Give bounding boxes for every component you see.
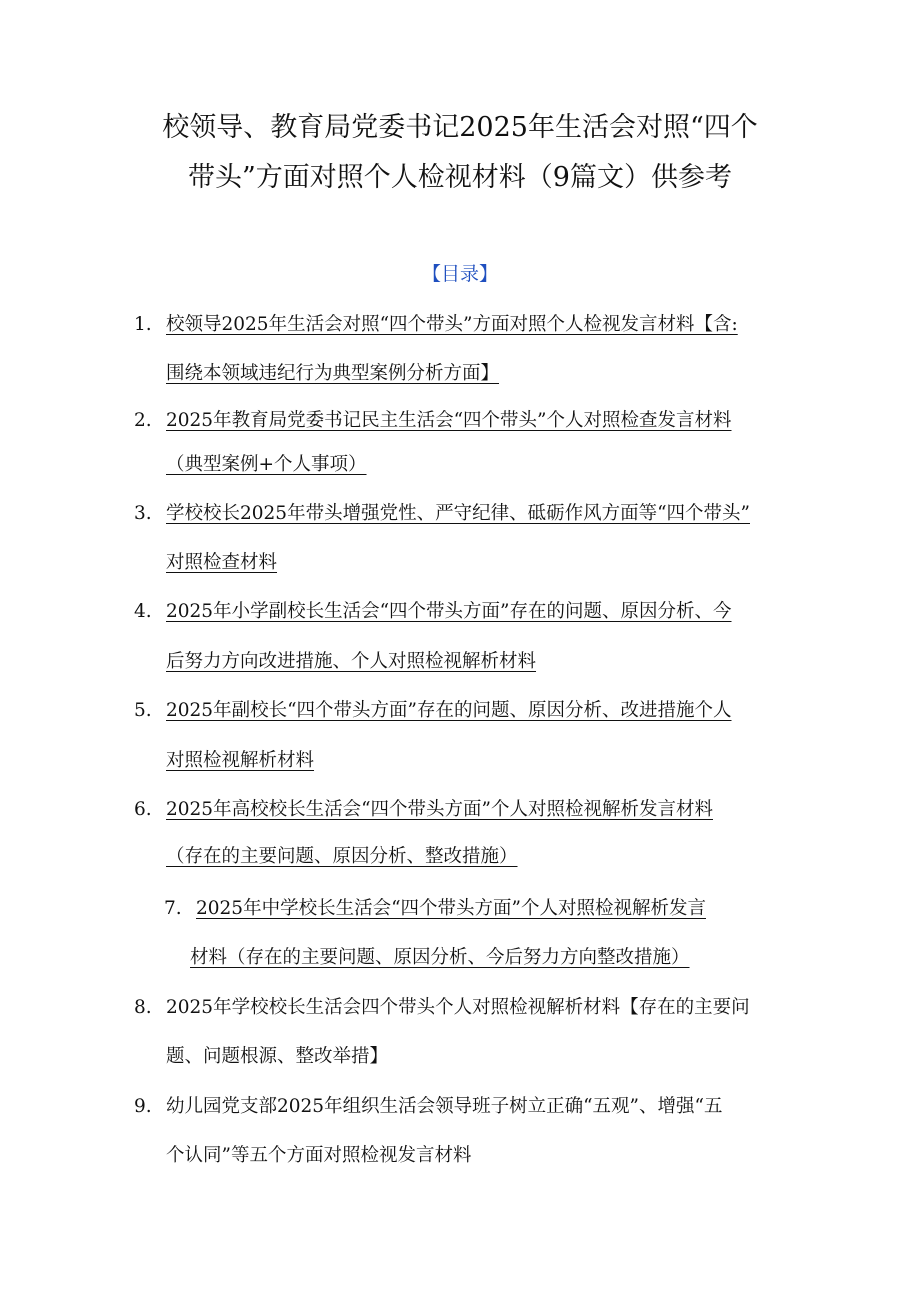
toc-item-9-link-cont[interactable]: 个认同”等五个方面对照检视发言材料 xyxy=(166,1145,472,1166)
toc-item-6-link-cont[interactable]: （存在的主要问题、原因分析、整改措施） xyxy=(166,846,518,867)
toc-item-4-number: 4. xyxy=(134,601,152,622)
toc-item-3-link[interactable]: 学校校长2025年带头增强党性、严守纪律、砥砺作风方面等“四个带头” xyxy=(166,503,750,524)
toc-item-3-link-cont[interactable]: 对照检查材料 xyxy=(166,552,278,573)
toc-item-7-link[interactable]: 2025年中学校长生活会“四个带头方面”个人对照检视解析发言 xyxy=(196,898,706,919)
toc-item-8-link-cont[interactable]: 题、问题根源、整改举措】 xyxy=(166,1046,389,1067)
toc-item-4-link[interactable]: 2025年小学副校长生活会“四个带头方面”存在的问题、原因分析、今 xyxy=(166,601,732,622)
toc-item-2-link-cont[interactable]: （典型案例+个人事项） xyxy=(166,454,367,475)
toc-item-3-number: 3. xyxy=(134,503,152,524)
toc-item-2-link[interactable]: 2025年教育局党委书记民主生活会“四个带头”个人对照检查发言材料 xyxy=(166,410,732,431)
toc-item-9-link[interactable]: 幼儿园党支部2025年组织生活会领导班子树立正确“五观”、增强“五 xyxy=(166,1096,723,1117)
toc-item-1-number: 1. xyxy=(134,314,152,335)
toc-item-7-link-cont[interactable]: 材料（存在的主要问题、原因分析、今后努力方向整改措施） xyxy=(190,947,690,968)
toc-item-9-number: 9. xyxy=(134,1096,152,1117)
toc-item-4-link-cont[interactable]: 后努力方向改进措施、个人对照检视解析材料 xyxy=(166,651,537,672)
toc-item-8-number: 8. xyxy=(134,997,152,1018)
toc-item-2-number: 2. xyxy=(134,410,152,431)
toc-item-8-link[interactable]: 2025年学校校长生活会四个带头个人对照检视解析材料【存在的主要问 xyxy=(166,997,750,1018)
toc-item-6-number: 6. xyxy=(134,799,152,820)
toc-item-1-link-cont[interactable]: 围绕本领域违纪行为典型案例分析方面】 xyxy=(166,363,500,384)
toc-item-5-number: 5. xyxy=(134,700,152,721)
toc-item-5-link[interactable]: 2025年副校长“四个带头方面”存在的问题、原因分析、改进措施个人 xyxy=(166,700,732,721)
toc-item-1-link[interactable]: 校领导2025年生活会对照“四个带头”方面对照个人检视发言材料【含: xyxy=(166,314,738,335)
toc-item-5-link-cont[interactable]: 对照检视解析材料 xyxy=(166,750,315,771)
document-title-line-1: 校领导、教育局党委书记2025年生活会对照“四个 xyxy=(162,112,758,143)
toc-item-6-link[interactable]: 2025年高校校长生活会“四个带头方面”个人对照检视解析发言材料 xyxy=(166,799,713,820)
toc-heading: 【目录】 xyxy=(421,263,498,285)
document-title-line-2: 带头”方面对照个人检视材料（9篇文）供参考 xyxy=(188,162,732,193)
toc-item-7-number: 7. xyxy=(164,898,182,919)
